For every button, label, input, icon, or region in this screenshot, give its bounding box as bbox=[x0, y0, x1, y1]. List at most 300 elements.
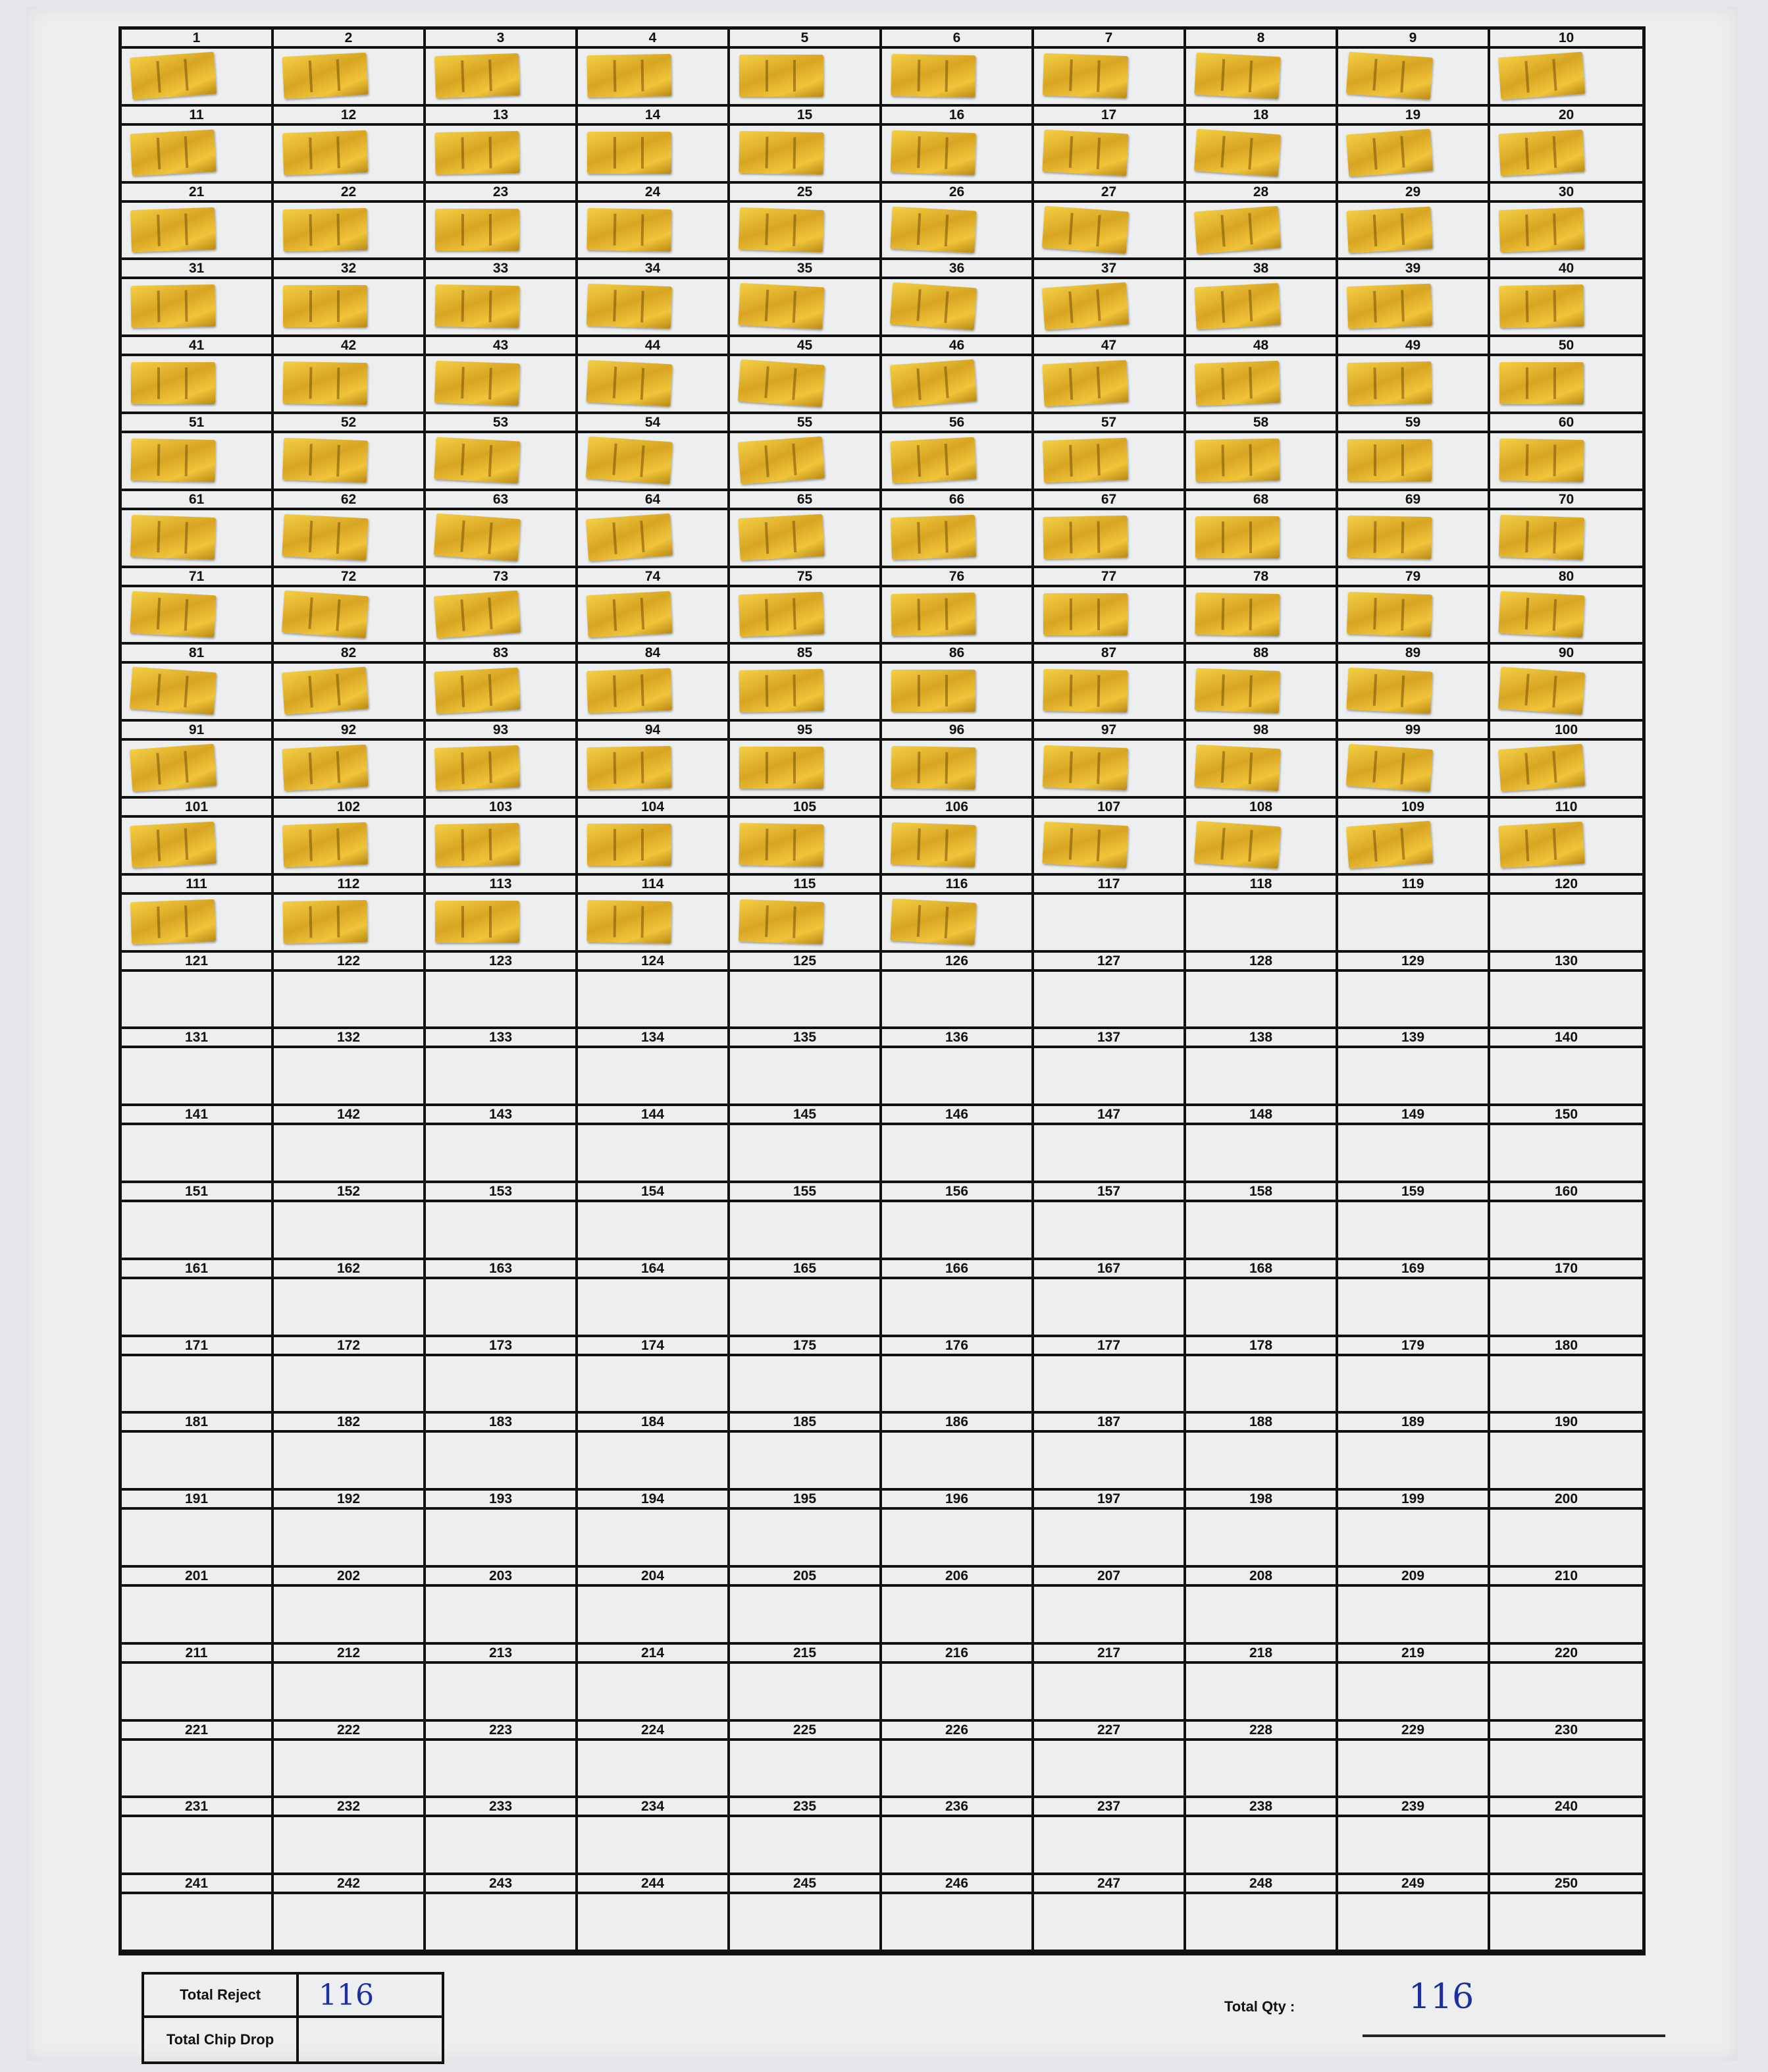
cell-number: 159 bbox=[1338, 1184, 1488, 1202]
gold-chip bbox=[1347, 591, 1432, 636]
cell-number: 15 bbox=[730, 107, 879, 126]
cell-number: 84 bbox=[578, 645, 727, 664]
cell-number: 141 bbox=[122, 1107, 271, 1125]
grid-cell bbox=[122, 107, 274, 184]
cell-number: 128 bbox=[1186, 953, 1336, 972]
cell-number: 7 bbox=[1034, 30, 1183, 49]
cell-number: 64 bbox=[578, 492, 727, 510]
cell-number: 80 bbox=[1490, 569, 1642, 587]
grid-cell bbox=[426, 722, 578, 799]
cell-number: 2 bbox=[274, 30, 423, 49]
grid-cell bbox=[1338, 1645, 1490, 1722]
grid-cell bbox=[1338, 1260, 1490, 1337]
grid-cell bbox=[1186, 645, 1338, 722]
grid-cell bbox=[578, 953, 730, 1030]
cell-number: 48 bbox=[1186, 338, 1336, 356]
grid-cell bbox=[730, 1260, 882, 1337]
grid-cell bbox=[1034, 1260, 1186, 1337]
cell-number: 158 bbox=[1186, 1184, 1336, 1202]
gold-chip bbox=[434, 53, 520, 98]
grid-cell bbox=[426, 1183, 578, 1260]
grid-cell bbox=[1186, 1722, 1338, 1799]
cell-number: 36 bbox=[882, 261, 1031, 279]
grid-cell bbox=[426, 1568, 578, 1645]
cell-number: 210 bbox=[1490, 1568, 1642, 1587]
cell-number: 47 bbox=[1034, 338, 1183, 356]
grid-cell bbox=[274, 184, 426, 261]
cell-number: 211 bbox=[122, 1645, 271, 1664]
grid-cell bbox=[426, 414, 578, 491]
cell-number: 202 bbox=[274, 1568, 423, 1587]
grid-cell bbox=[730, 107, 882, 184]
grid-cell bbox=[426, 184, 578, 261]
grid-cell bbox=[882, 107, 1034, 184]
cell-number: 120 bbox=[1490, 876, 1642, 895]
grid-cell bbox=[730, 953, 882, 1030]
gold-chip bbox=[434, 361, 520, 406]
cell-number: 6 bbox=[882, 30, 1031, 49]
gold-chip bbox=[1194, 205, 1281, 253]
grid-cell bbox=[274, 1722, 426, 1799]
grid-cell bbox=[1034, 1875, 1186, 1952]
gold-chip bbox=[1195, 592, 1280, 635]
grid-cell bbox=[578, 414, 730, 491]
gold-chip bbox=[282, 361, 367, 405]
grid-cell bbox=[1034, 1029, 1186, 1106]
summary-table bbox=[142, 1972, 444, 2064]
grid-cell bbox=[730, 491, 882, 568]
grid-cell bbox=[730, 260, 882, 337]
cell-number: 226 bbox=[882, 1722, 1031, 1741]
gold-chip bbox=[282, 438, 368, 483]
cell-number: 9 bbox=[1338, 30, 1488, 49]
grid-cell bbox=[882, 1183, 1034, 1260]
grid-cell bbox=[730, 184, 882, 261]
grid-cell bbox=[882, 1106, 1034, 1183]
grid-cell bbox=[1490, 184, 1642, 261]
grid-cell bbox=[1186, 1337, 1338, 1414]
grid-cell bbox=[578, 1645, 730, 1722]
cell-number: 142 bbox=[274, 1107, 423, 1125]
grid-cell bbox=[1490, 1414, 1642, 1491]
gold-chip bbox=[1195, 361, 1280, 406]
gold-chip bbox=[131, 362, 215, 404]
gold-chip bbox=[1498, 822, 1584, 868]
cell-number: 189 bbox=[1338, 1414, 1488, 1433]
cell-number: 59 bbox=[1338, 415, 1488, 433]
cell-number: 88 bbox=[1186, 645, 1336, 664]
grid-cell bbox=[274, 1106, 426, 1183]
grid-cell bbox=[578, 1414, 730, 1491]
gold-chip bbox=[891, 130, 976, 175]
grid-cell bbox=[882, 876, 1034, 953]
grid-cell bbox=[1338, 1029, 1490, 1106]
cell-number: 19 bbox=[1338, 107, 1488, 126]
grid-cell bbox=[274, 1337, 426, 1414]
cell-number: 144 bbox=[578, 1107, 727, 1125]
grid-cell bbox=[274, 1260, 426, 1337]
grid-cell bbox=[1338, 1798, 1490, 1875]
grid-cell bbox=[122, 568, 274, 645]
cell-number: 197 bbox=[1034, 1491, 1183, 1510]
grid-cell bbox=[1186, 953, 1338, 1030]
grid-cell bbox=[1338, 799, 1490, 876]
grid-cell bbox=[274, 491, 426, 568]
gold-chip bbox=[891, 54, 975, 97]
grid-cell bbox=[122, 1722, 274, 1799]
gold-chip bbox=[890, 206, 976, 253]
grid-cell bbox=[730, 645, 882, 722]
cell-number: 136 bbox=[882, 1030, 1031, 1048]
grid-cell bbox=[122, 491, 274, 568]
cell-number: 160 bbox=[1490, 1184, 1642, 1202]
grid-cell bbox=[1186, 1029, 1338, 1106]
grid-cell bbox=[730, 1491, 882, 1568]
cell-number: 177 bbox=[1034, 1338, 1183, 1356]
grid-cell bbox=[1490, 876, 1642, 953]
grid-cell bbox=[1034, 1106, 1186, 1183]
total-qty-label: Total Qty : bbox=[1224, 1998, 1295, 2015]
cell-number: 206 bbox=[882, 1568, 1031, 1587]
cell-number: 135 bbox=[730, 1030, 879, 1048]
grid-cell bbox=[882, 953, 1034, 1030]
cell-number: 216 bbox=[882, 1645, 1031, 1664]
cell-number: 93 bbox=[426, 722, 575, 741]
grid-cell bbox=[426, 1645, 578, 1722]
grid-cell bbox=[730, 1029, 882, 1106]
grid-cell bbox=[122, 799, 274, 876]
cell-number: 49 bbox=[1338, 338, 1488, 356]
grid-cell bbox=[882, 414, 1034, 491]
cell-number: 230 bbox=[1490, 1722, 1642, 1741]
grid-cell bbox=[882, 260, 1034, 337]
cell-number: 85 bbox=[730, 645, 879, 664]
cell-number: 100 bbox=[1490, 722, 1642, 741]
gold-chip bbox=[1194, 821, 1281, 869]
cell-number: 170 bbox=[1490, 1261, 1642, 1279]
cell-number: 221 bbox=[122, 1722, 271, 1741]
gold-chip bbox=[1347, 439, 1432, 481]
gold-chip bbox=[282, 590, 369, 638]
gold-chip bbox=[891, 670, 975, 712]
grid-cell bbox=[122, 184, 274, 261]
grid-cell bbox=[274, 953, 426, 1030]
cell-number: 40 bbox=[1490, 261, 1642, 279]
cell-number: 30 bbox=[1490, 184, 1642, 203]
gold-chip bbox=[434, 284, 519, 328]
grid-cell bbox=[1034, 645, 1186, 722]
cell-number: 208 bbox=[1186, 1568, 1336, 1587]
gold-chip bbox=[1347, 516, 1432, 559]
grid-cell bbox=[426, 1798, 578, 1875]
cell-number: 218 bbox=[1186, 1645, 1336, 1664]
cell-number: 24 bbox=[578, 184, 727, 203]
cell-number: 113 bbox=[426, 876, 575, 895]
grid-cell bbox=[882, 1568, 1034, 1645]
grid-cell bbox=[1338, 953, 1490, 1030]
cell-number: 167 bbox=[1034, 1261, 1183, 1279]
gold-chip bbox=[586, 54, 671, 97]
grid-cell bbox=[1490, 414, 1642, 491]
cell-number: 46 bbox=[882, 338, 1031, 356]
cell-number: 133 bbox=[426, 1030, 575, 1048]
grid-cell bbox=[1490, 1183, 1642, 1260]
grid-cell bbox=[1034, 1645, 1186, 1722]
grid-cell bbox=[122, 337, 274, 414]
cell-number: 231 bbox=[122, 1799, 271, 1817]
cell-number: 57 bbox=[1034, 415, 1183, 433]
grid-cell bbox=[1490, 722, 1642, 799]
grid-cell bbox=[1034, 1491, 1186, 1568]
grid-cell bbox=[1034, 1183, 1186, 1260]
cell-number: 119 bbox=[1338, 876, 1488, 895]
cell-number: 179 bbox=[1338, 1338, 1488, 1356]
gold-chip bbox=[434, 590, 521, 638]
grid-cell bbox=[882, 1645, 1034, 1722]
gold-chip bbox=[1194, 283, 1280, 330]
grid-cell bbox=[122, 722, 274, 799]
gold-chip bbox=[282, 207, 367, 251]
cell-number: 72 bbox=[274, 569, 423, 587]
gold-chip bbox=[434, 513, 521, 561]
cell-number: 217 bbox=[1034, 1645, 1183, 1664]
gold-chip bbox=[130, 744, 217, 792]
gold-chip bbox=[1346, 52, 1433, 100]
grid-cell bbox=[578, 30, 730, 107]
grid-cell bbox=[730, 1875, 882, 1952]
grid-cell bbox=[1490, 1722, 1642, 1799]
tally-sheet bbox=[26, 7, 1738, 2061]
grid-cell bbox=[730, 1645, 882, 1722]
cell-number: 111 bbox=[122, 876, 271, 895]
grid-cell bbox=[1338, 337, 1490, 414]
cell-number: 76 bbox=[882, 569, 1031, 587]
cell-number: 247 bbox=[1034, 1876, 1183, 1894]
grid-cell bbox=[882, 1029, 1034, 1106]
cell-number: 213 bbox=[426, 1645, 575, 1664]
grid-cell bbox=[1338, 1568, 1490, 1645]
cell-number: 214 bbox=[578, 1645, 727, 1664]
gold-chip bbox=[1043, 745, 1128, 790]
cell-number: 55 bbox=[730, 415, 879, 433]
gold-chip bbox=[434, 823, 519, 866]
cell-number: 137 bbox=[1034, 1030, 1183, 1048]
gold-chip bbox=[130, 591, 216, 637]
chip-grid bbox=[118, 26, 1646, 1955]
cell-number: 168 bbox=[1186, 1261, 1336, 1279]
cell-number: 116 bbox=[882, 876, 1031, 895]
grid-cell bbox=[578, 645, 730, 722]
cell-number: 132 bbox=[274, 1030, 423, 1048]
gold-chip bbox=[282, 822, 368, 867]
cell-number: 79 bbox=[1338, 569, 1488, 587]
gold-chip bbox=[586, 284, 672, 329]
cell-number: 31 bbox=[122, 261, 271, 279]
cell-number: 91 bbox=[122, 722, 271, 741]
grid-cell bbox=[1490, 953, 1642, 1030]
cell-number: 162 bbox=[274, 1261, 423, 1279]
gold-chip bbox=[1195, 516, 1280, 558]
cell-number: 125 bbox=[730, 953, 879, 972]
grid-cell bbox=[426, 645, 578, 722]
grid-cell bbox=[426, 1260, 578, 1337]
grid-cell bbox=[578, 1337, 730, 1414]
gold-chip bbox=[1498, 591, 1584, 637]
gold-chip bbox=[738, 359, 825, 408]
grid-cell bbox=[1186, 30, 1338, 107]
grid-cell bbox=[1186, 260, 1338, 337]
cell-number: 155 bbox=[730, 1184, 879, 1202]
cell-number: 182 bbox=[274, 1414, 423, 1433]
gold-chip bbox=[434, 745, 520, 790]
cell-number: 186 bbox=[882, 1414, 1031, 1433]
grid-cell bbox=[1338, 645, 1490, 722]
cell-number: 39 bbox=[1338, 261, 1488, 279]
cell-number: 164 bbox=[578, 1261, 727, 1279]
grid-cell bbox=[426, 1491, 578, 1568]
grid-cell bbox=[274, 1029, 426, 1106]
cell-number: 152 bbox=[274, 1184, 423, 1202]
cell-number: 163 bbox=[426, 1261, 575, 1279]
cell-number: 201 bbox=[122, 1568, 271, 1587]
cell-number: 110 bbox=[1490, 799, 1642, 818]
cell-number: 89 bbox=[1338, 645, 1488, 664]
grid-cell bbox=[1490, 1875, 1642, 1952]
grid-cell bbox=[426, 1106, 578, 1183]
grid-cell bbox=[1034, 184, 1186, 261]
grid-cell bbox=[122, 1568, 274, 1645]
grid-cell bbox=[1186, 1183, 1338, 1260]
cell-number: 112 bbox=[274, 876, 423, 895]
grid-cell bbox=[882, 1875, 1034, 1952]
cell-number: 33 bbox=[426, 261, 575, 279]
grid-cell bbox=[1034, 30, 1186, 107]
cell-number: 106 bbox=[882, 799, 1031, 818]
gold-chip bbox=[738, 437, 825, 485]
grid-cell bbox=[882, 1260, 1034, 1337]
cell-number: 203 bbox=[426, 1568, 575, 1587]
cell-number: 4 bbox=[578, 30, 727, 49]
cell-number: 77 bbox=[1034, 569, 1183, 587]
grid-cell bbox=[1034, 1798, 1186, 1875]
cell-number: 232 bbox=[274, 1799, 423, 1817]
cell-number: 212 bbox=[274, 1645, 423, 1664]
grid-cell bbox=[122, 1875, 274, 1952]
cell-number: 81 bbox=[122, 645, 271, 664]
cell-number: 105 bbox=[730, 799, 879, 818]
cell-number: 107 bbox=[1034, 799, 1183, 818]
cell-number: 195 bbox=[730, 1491, 879, 1510]
cell-number: 18 bbox=[1186, 107, 1336, 126]
cell-number: 154 bbox=[578, 1184, 727, 1202]
grid-cell bbox=[1490, 337, 1642, 414]
cell-number: 147 bbox=[1034, 1107, 1183, 1125]
cell-number: 3 bbox=[426, 30, 575, 49]
gold-chip bbox=[738, 283, 824, 330]
gold-chip bbox=[282, 514, 368, 560]
gold-chip bbox=[1346, 128, 1433, 176]
gold-chip bbox=[586, 513, 673, 561]
grid-cell bbox=[1186, 1491, 1338, 1568]
grid-cell bbox=[1490, 799, 1642, 876]
gold-chip bbox=[1346, 744, 1433, 792]
grid-cell bbox=[1034, 260, 1186, 337]
cell-number: 233 bbox=[426, 1799, 575, 1817]
grid-cell bbox=[730, 30, 882, 107]
grid-cell bbox=[578, 799, 730, 876]
grid-cell bbox=[426, 260, 578, 337]
gold-chip bbox=[890, 437, 976, 484]
gold-chip bbox=[739, 899, 824, 944]
cell-number: 90 bbox=[1490, 645, 1642, 664]
cell-number: 114 bbox=[578, 876, 727, 895]
gold-chip bbox=[435, 209, 519, 251]
total-qty-underline bbox=[1363, 2034, 1665, 2037]
grid-cell bbox=[274, 337, 426, 414]
grid-cell bbox=[1338, 1722, 1490, 1799]
gold-chip bbox=[891, 822, 976, 867]
cell-number: 220 bbox=[1490, 1645, 1642, 1664]
grid-cell bbox=[1338, 722, 1490, 799]
gold-chip bbox=[891, 515, 976, 560]
grid-cell bbox=[1338, 1491, 1490, 1568]
cell-number: 236 bbox=[882, 1799, 1031, 1817]
gold-chip bbox=[434, 668, 520, 714]
cell-number: 241 bbox=[122, 1876, 271, 1894]
gold-chip bbox=[1042, 205, 1129, 253]
gold-chip bbox=[1499, 362, 1584, 404]
grid-cell bbox=[882, 337, 1034, 414]
grid-cell bbox=[122, 1337, 274, 1414]
cell-number: 25 bbox=[730, 184, 879, 203]
gold-chip bbox=[1499, 207, 1584, 252]
grid-cell bbox=[1034, 1568, 1186, 1645]
grid-cell bbox=[122, 1414, 274, 1491]
grid-cell bbox=[1490, 1260, 1642, 1337]
grid-cell bbox=[578, 722, 730, 799]
cell-number: 58 bbox=[1186, 415, 1336, 433]
cell-number: 224 bbox=[578, 1722, 727, 1741]
grid-cell bbox=[122, 1260, 274, 1337]
gold-chip bbox=[586, 360, 672, 407]
grid-cell bbox=[1338, 30, 1490, 107]
grid-cell bbox=[426, 1875, 578, 1952]
gold-chip bbox=[1347, 284, 1432, 329]
gold-chip bbox=[1499, 515, 1584, 560]
gold-chip bbox=[586, 437, 673, 485]
cell-number: 117 bbox=[1034, 876, 1183, 895]
total-chip-drop-value bbox=[299, 2018, 442, 2061]
cell-number: 50 bbox=[1490, 338, 1642, 356]
grid-cell bbox=[1490, 1491, 1642, 1568]
total-qty-value: 116 bbox=[1409, 1977, 1474, 2017]
cell-number: 42 bbox=[274, 338, 423, 356]
grid-cell bbox=[1034, 1337, 1186, 1414]
grid-cell bbox=[1490, 1106, 1642, 1183]
cell-number: 34 bbox=[578, 261, 727, 279]
cell-number: 38 bbox=[1186, 261, 1336, 279]
gold-chip bbox=[1194, 53, 1280, 99]
grid-cell bbox=[274, 1491, 426, 1568]
grid-cell bbox=[1490, 1645, 1642, 1722]
grid-cell bbox=[578, 1875, 730, 1952]
gold-chip bbox=[1194, 745, 1280, 791]
grid-cell bbox=[122, 1106, 274, 1183]
gold-chip bbox=[130, 515, 216, 560]
gold-chip bbox=[130, 52, 217, 100]
grid-cell bbox=[578, 1798, 730, 1875]
grid-cell bbox=[122, 645, 274, 722]
